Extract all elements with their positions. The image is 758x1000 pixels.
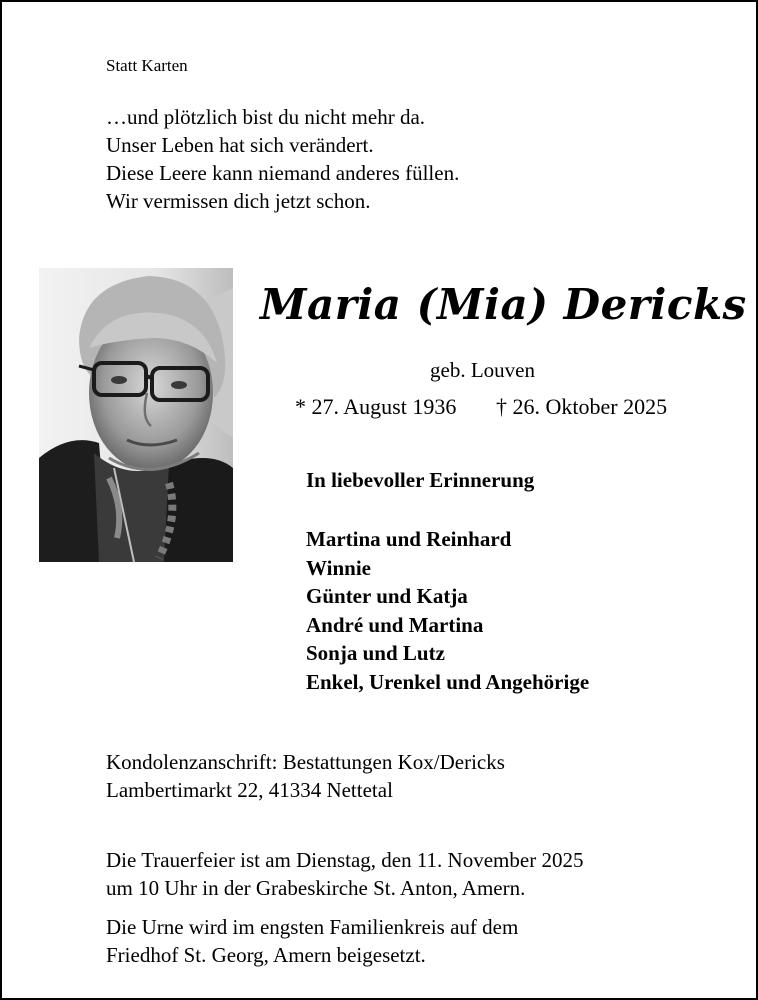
ceremony-line: Die Trauerfeier ist am Dienstag, den 11. November 2025 [106,848,584,872]
remembrance-heading: In liebevoller Erinnerung [306,468,535,492]
mourner-entry: Sonja und Lutz [306,641,445,665]
urn-line: Die Urne wird im engsten Familienkreis auf dem [106,915,519,939]
mourners-list [306,525,589,696]
poem-line: Diese Leere kann niemand anderes füllen. [106,161,460,185]
poem [106,103,459,215]
poem-line: Wir vermissen dich jetzt schon. [106,189,371,213]
mourner-entry: Günter und Katja [306,584,468,608]
portrait-photo [39,268,233,562]
birth-date: * 27. August 1936 [295,394,457,419]
urn-burial-info [106,913,518,969]
ceremony-info [106,846,583,902]
mourner-entry: André und Martina [306,612,484,637]
mourner-entry: Enkel, Urenkel und Angehörige [306,669,590,694]
condolence-line: Lambertimarkt 22, 41334 Nettetal [106,778,393,802]
maiden-name: geb. Louven [430,358,535,382]
mourner-entry: Martina und Reinhard [306,527,512,551]
header-label: Statt Karten [106,56,188,75]
poem-line: …und plötzlich bist du nicht mehr da. [106,105,426,129]
condolence-address [106,748,505,804]
urn-line: Friedhof St. Georg, Amern beigesetzt. [106,943,426,967]
poem-line: Unser Leben hat sich verändert. [106,133,374,157]
ceremony-line: um 10 Uhr in der Grabeskirche St. Anton, Amern. [106,876,526,900]
condolence-line: Kondolenzanschrift: Bestattungen Kox/Dericks [106,750,505,774]
death-date: † 26. Oktober 2025 [496,394,668,419]
mourner-entry: Winnie [306,555,371,580]
deceased-name: Maria (Mia) Dericks [260,280,747,329]
